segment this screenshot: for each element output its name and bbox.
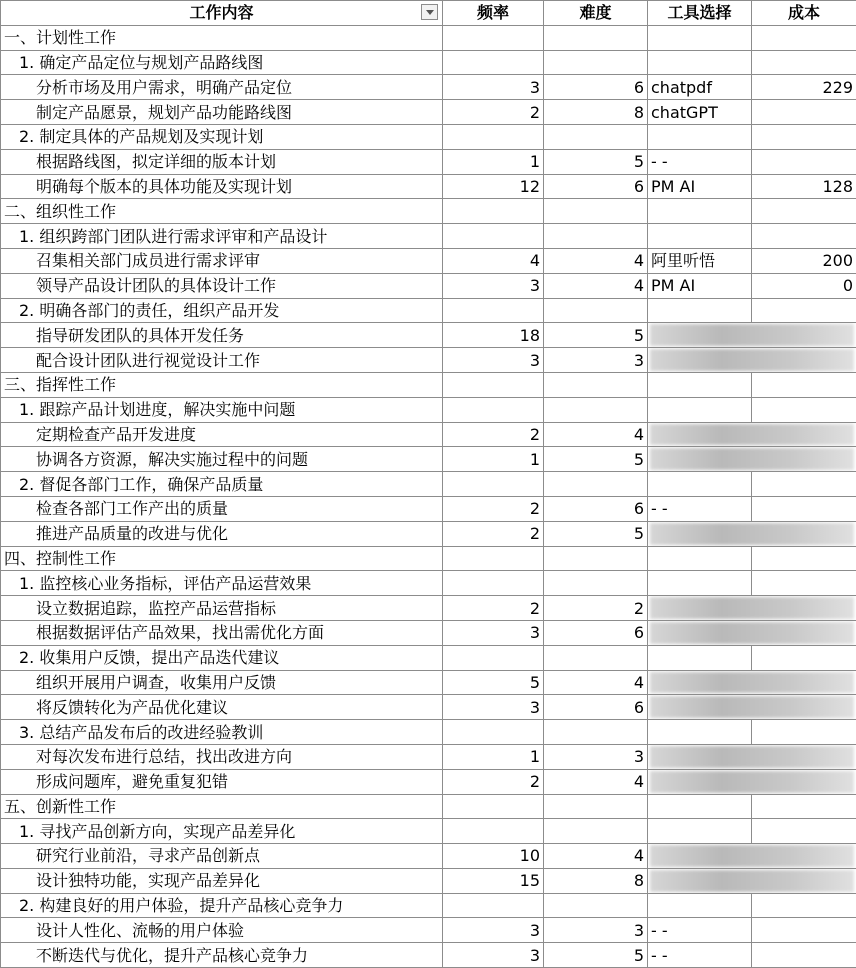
cell-frequency[interactable]: 1	[443, 744, 544, 769]
task-row	[1, 100, 856, 125]
task-row	[1, 323, 856, 348]
cell-frequency[interactable]	[443, 50, 544, 75]
cell-cost[interactable]: 0	[752, 273, 856, 298]
task-row	[1, 248, 856, 273]
cell-content[interactable]: 推进产品质量的改进与优化	[1, 521, 443, 546]
cell-frequency[interactable]: 3	[443, 943, 544, 968]
cell-cost[interactable]	[752, 819, 856, 844]
cell-difficulty[interactable]: 4	[544, 248, 648, 273]
task-row	[1, 348, 856, 373]
subsection-row	[1, 819, 856, 844]
cell-cost[interactable]	[752, 372, 856, 397]
task-row	[1, 521, 856, 546]
cell-frequency[interactable]	[443, 472, 544, 497]
blur-mask	[650, 771, 854, 793]
cell-cost[interactable]	[752, 496, 856, 521]
blur-mask	[650, 696, 854, 718]
cell-cost[interactable]	[752, 149, 856, 174]
task-row	[1, 75, 856, 100]
cell-difficulty[interactable]	[544, 224, 648, 249]
task-row	[1, 744, 856, 769]
cell-frequency[interactable]	[443, 893, 544, 918]
cell-content[interactable]: 召集相关部门成员进行需求评审	[1, 248, 443, 273]
cell-tool[interactable]	[648, 25, 752, 50]
cell-cost[interactable]	[752, 224, 856, 249]
cell-content[interactable]: 配合设计团队进行视觉设计工作	[1, 348, 443, 373]
cell-frequency[interactable]	[443, 25, 544, 50]
blur-mask	[650, 597, 854, 619]
cell-cost[interactable]	[752, 199, 856, 224]
cell-difficulty[interactable]	[544, 472, 648, 497]
cell-difficulty[interactable]: 5	[544, 447, 648, 472]
subsection-row	[1, 571, 856, 596]
cell-cost[interactable]	[752, 397, 856, 422]
cell-frequency[interactable]: 3	[443, 695, 544, 720]
cell-difficulty[interactable]: 6	[544, 174, 648, 199]
cell-frequency[interactable]: 2	[443, 100, 544, 125]
cell-frequency[interactable]: 2	[443, 596, 544, 621]
redacted-tool-cost-cell	[648, 447, 856, 472]
cell-frequency[interactable]	[443, 720, 544, 745]
header-tool[interactable]: 工具选择	[648, 1, 752, 26]
cell-tool[interactable]	[648, 224, 752, 249]
task-row	[1, 695, 856, 720]
cell-difficulty[interactable]	[544, 298, 648, 323]
cell-tool[interactable]: - -	[648, 918, 752, 943]
section-row	[1, 546, 856, 571]
cell-frequency[interactable]	[443, 397, 544, 422]
cell-frequency[interactable]: 3	[443, 348, 544, 373]
cell-frequency[interactable]: 10	[443, 844, 544, 869]
cell-frequency[interactable]: 1	[443, 447, 544, 472]
cell-difficulty[interactable]: 4	[544, 273, 648, 298]
cell-difficulty[interactable]: 6	[544, 695, 648, 720]
cell-cost[interactable]	[752, 546, 856, 571]
cell-difficulty[interactable]: 3	[544, 918, 648, 943]
cell-difficulty[interactable]	[544, 720, 648, 745]
cell-content[interactable]: 指导研发团队的具体开发任务	[1, 323, 443, 348]
cell-content[interactable]: 2. 制定具体的产品规划及实现计划	[1, 124, 443, 149]
cell-content[interactable]: 1. 组织跨部门团队进行需求评审和产品设计	[1, 224, 443, 249]
cell-content[interactable]: 定期检查产品开发进度	[1, 422, 443, 447]
cell-cost[interactable]	[752, 918, 856, 943]
cell-content[interactable]: 根据数据评估产品效果，找出需优化方面	[1, 620, 443, 645]
cell-content[interactable]: 形成问题库，避免重复犯错	[1, 769, 443, 794]
cell-tool[interactable]	[648, 571, 752, 596]
subsection-row	[1, 645, 856, 670]
blur-mask	[650, 349, 854, 371]
cell-tool[interactable]: - -	[648, 496, 752, 521]
cell-content[interactable]: 领导产品设计团队的具体设计工作	[1, 273, 443, 298]
task-row	[1, 273, 856, 298]
cell-difficulty[interactable]: 4	[544, 844, 648, 869]
cell-difficulty[interactable]	[544, 50, 648, 75]
cell-frequency[interactable]	[443, 298, 544, 323]
redacted-tool-cost-cell	[648, 670, 856, 695]
task-row	[1, 596, 856, 621]
cell-cost[interactable]	[752, 893, 856, 918]
cell-cost[interactable]	[752, 720, 856, 745]
task-row	[1, 149, 856, 174]
cell-frequency[interactable]: 2	[443, 422, 544, 447]
header-content-label: 工作内容	[189, 3, 253, 22]
task-row	[1, 496, 856, 521]
cell-difficulty[interactable]	[544, 645, 648, 670]
subsection-row	[1, 224, 856, 249]
cell-tool[interactable]	[648, 472, 752, 497]
section-row	[1, 794, 856, 819]
cell-difficulty[interactable]	[544, 794, 648, 819]
cell-frequency[interactable]: 18	[443, 323, 544, 348]
cell-difficulty[interactable]: 5	[544, 943, 648, 968]
cell-tool[interactable]	[648, 50, 752, 75]
blur-mask	[650, 622, 854, 644]
subsection-row	[1, 893, 856, 918]
section-row	[1, 25, 856, 50]
cell-frequency[interactable]: 15	[443, 868, 544, 893]
section-row	[1, 199, 856, 224]
cell-tool[interactable]	[648, 298, 752, 323]
cell-content[interactable]: 三、指挥性工作	[1, 372, 443, 397]
subsection-row	[1, 50, 856, 75]
header-frequency[interactable]: 频率	[443, 1, 544, 26]
cell-frequency[interactable]	[443, 571, 544, 596]
cell-tool[interactable]: - -	[648, 149, 752, 174]
cell-frequency[interactable]	[443, 372, 544, 397]
cell-tool[interactable]	[648, 124, 752, 149]
cell-tool[interactable]: chatGPT	[648, 100, 752, 125]
cell-difficulty[interactable]	[544, 819, 648, 844]
cell-frequency[interactable]: 4	[443, 248, 544, 273]
redacted-tool-cost-cell	[648, 744, 856, 769]
cell-frequency[interactable]: 2	[443, 769, 544, 794]
redacted-tool-cost-cell	[648, 868, 856, 893]
cell-difficulty[interactable]: 5	[544, 521, 648, 546]
cell-difficulty[interactable]: 6	[544, 620, 648, 645]
section-row	[1, 372, 856, 397]
cell-cost[interactable]	[752, 298, 856, 323]
cell-cost[interactable]	[752, 794, 856, 819]
cell-content[interactable]: 设计人性化、流畅的用户体验	[1, 918, 443, 943]
redacted-tool-cost-cell	[648, 521, 856, 546]
blur-mask	[650, 845, 854, 867]
cell-content[interactable]: 明确每个版本的具体功能及实现计划	[1, 174, 443, 199]
header-row	[1, 1, 856, 26]
cell-tool[interactable]: PM AI	[648, 273, 752, 298]
cell-frequency[interactable]	[443, 124, 544, 149]
cell-cost[interactable]	[752, 943, 856, 968]
cell-frequency[interactable]: 12	[443, 174, 544, 199]
cell-tool[interactable]: chatpdf	[648, 75, 752, 100]
cell-cost[interactable]: 128	[752, 174, 856, 199]
cell-tool[interactable]: - -	[648, 943, 752, 968]
cell-difficulty[interactable]	[544, 546, 648, 571]
cell-tool[interactable]	[648, 819, 752, 844]
task-row	[1, 422, 856, 447]
task-row	[1, 769, 856, 794]
cell-frequency[interactable]: 3	[443, 918, 544, 943]
cell-difficulty[interactable]: 8	[544, 100, 648, 125]
task-row	[1, 174, 856, 199]
cell-frequency[interactable]: 2	[443, 521, 544, 546]
redacted-tool-cost-cell	[648, 596, 856, 621]
cell-frequency[interactable]	[443, 224, 544, 249]
cell-difficulty[interactable]	[544, 397, 648, 422]
cell-difficulty[interactable]: 3	[544, 348, 648, 373]
cell-difficulty[interactable]	[544, 571, 648, 596]
redacted-tool-cost-cell	[648, 844, 856, 869]
cell-content[interactable]: 对每次发布进行总结，找出改进方向	[1, 744, 443, 769]
cell-content[interactable]: 3. 总结产品发布后的改进经验教训	[1, 720, 443, 745]
cell-tool[interactable]	[648, 893, 752, 918]
cell-content[interactable]: 不断迭代与优化，提升产品核心竞争力	[1, 943, 443, 968]
blur-mask	[650, 424, 854, 446]
cell-difficulty[interactable]	[544, 372, 648, 397]
cell-difficulty[interactable]: 6	[544, 75, 648, 100]
cell-frequency[interactable]: 3	[443, 620, 544, 645]
task-row	[1, 670, 856, 695]
cell-tool[interactable]: PM AI	[648, 174, 752, 199]
task-row	[1, 943, 856, 968]
cell-content[interactable]: 将反馈转化为产品优化建议	[1, 695, 443, 720]
cell-frequency[interactable]	[443, 645, 544, 670]
cell-frequency[interactable]	[443, 199, 544, 224]
subsection-row	[1, 397, 856, 422]
cell-content[interactable]: 2. 督促各部门工作，确保产品质量	[1, 472, 443, 497]
cell-difficulty[interactable]: 5	[544, 149, 648, 174]
cell-cost[interactable]	[752, 472, 856, 497]
cell-frequency[interactable]: 2	[443, 496, 544, 521]
cell-difficulty[interactable]	[544, 124, 648, 149]
cell-content[interactable]: 协调各方资源，解决实施过程中的问题	[1, 447, 443, 472]
redacted-tool-cost-cell	[648, 422, 856, 447]
subsection-row	[1, 720, 856, 745]
cell-difficulty[interactable]: 4	[544, 769, 648, 794]
cell-content[interactable]: 1. 确定产品定位与规划产品路线图	[1, 50, 443, 75]
cell-difficulty[interactable]: 2	[544, 596, 648, 621]
cell-tool[interactable]	[648, 546, 752, 571]
cell-content[interactable]: 1. 跟踪产品计划进度，解决实施中问题	[1, 397, 443, 422]
blur-mask	[650, 523, 854, 545]
blur-mask	[650, 448, 854, 470]
cell-frequency[interactable]: 1	[443, 149, 544, 174]
cell-frequency[interactable]: 3	[443, 75, 544, 100]
cell-difficulty[interactable]: 4	[544, 670, 648, 695]
cell-content[interactable]: 设计独特功能，实现产品差异化	[1, 868, 443, 893]
cell-tool[interactable]: 阿里听悟	[648, 248, 752, 273]
cell-content[interactable]: 检查各部门工作产出的质量	[1, 496, 443, 521]
redacted-tool-cost-cell	[648, 695, 856, 720]
cell-frequency[interactable]	[443, 794, 544, 819]
cell-difficulty[interactable]: 8	[544, 868, 648, 893]
cell-content[interactable]: 一、计划性工作	[1, 25, 443, 50]
cell-content[interactable]: 分析市场及用户需求，明确产品定位	[1, 75, 443, 100]
cell-content[interactable]: 组织开展用户调查，收集用户反馈	[1, 670, 443, 695]
task-row	[1, 620, 856, 645]
redacted-tool-cost-cell	[648, 769, 856, 794]
blur-mask	[650, 870, 854, 892]
cell-tool[interactable]	[648, 794, 752, 819]
cell-content[interactable]: 2. 收集用户反馈，提出产品迭代建议	[1, 645, 443, 670]
cell-tool[interactable]	[648, 372, 752, 397]
cell-cost[interactable]: 229	[752, 75, 856, 100]
cell-cost[interactable]	[752, 100, 856, 125]
cell-difficulty[interactable]: 6	[544, 496, 648, 521]
cell-cost[interactable]	[752, 571, 856, 596]
blur-mask	[650, 672, 854, 694]
blur-mask	[650, 746, 854, 768]
subsection-row	[1, 124, 856, 149]
redacted-tool-cost-cell	[648, 620, 856, 645]
cell-content[interactable]: 研究行业前沿，寻求产品创新点	[1, 844, 443, 869]
cell-tool[interactable]	[648, 397, 752, 422]
task-row	[1, 868, 856, 893]
header-difficulty[interactable]: 难度	[544, 1, 648, 26]
cell-difficulty[interactable]	[544, 893, 648, 918]
redacted-tool-cost-cell	[648, 323, 856, 348]
filter-dropdown-icon[interactable]	[421, 4, 438, 20]
cell-content[interactable]: 四、控制性工作	[1, 546, 443, 571]
cell-content[interactable]: 设立数据追踪，监控产品运营指标	[1, 596, 443, 621]
cell-content[interactable]: 1. 寻找产品创新方向，实现产品差异化	[1, 819, 443, 844]
cell-frequency[interactable]	[443, 546, 544, 571]
subsection-row	[1, 298, 856, 323]
cell-frequency[interactable]: 5	[443, 670, 544, 695]
cell-cost[interactable]	[752, 124, 856, 149]
cell-tool[interactable]	[648, 645, 752, 670]
task-row	[1, 447, 856, 472]
task-row	[1, 844, 856, 869]
cell-difficulty[interactable]: 5	[544, 323, 648, 348]
cell-cost[interactable]: 200	[752, 248, 856, 273]
cell-content[interactable]: 制定产品愿景，规划产品功能路线图	[1, 100, 443, 125]
cell-difficulty[interactable]: 4	[544, 422, 648, 447]
header-content[interactable]	[1, 1, 443, 26]
cell-cost[interactable]	[752, 645, 856, 670]
cell-frequency[interactable]	[443, 819, 544, 844]
cell-content[interactable]: 根据路线图，拟定详细的版本计划	[1, 149, 443, 174]
cell-difficulty[interactable]	[544, 25, 648, 50]
redacted-tool-cost-cell	[648, 348, 856, 373]
subsection-row	[1, 472, 856, 497]
cell-content[interactable]: 2. 明确各部门的责任，组织产品开发	[1, 298, 443, 323]
cell-content[interactable]: 二、组织性工作	[1, 199, 443, 224]
cell-tool[interactable]	[648, 199, 752, 224]
cell-frequency[interactable]: 3	[443, 273, 544, 298]
cell-content[interactable]: 2. 构建良好的用户体验，提升产品核心竞争力	[1, 893, 443, 918]
cell-tool[interactable]	[648, 720, 752, 745]
cell-difficulty[interactable]: 3	[544, 744, 648, 769]
cell-content[interactable]: 五、创新性工作	[1, 794, 443, 819]
cell-cost[interactable]	[752, 25, 856, 50]
header-cost[interactable]: 成本	[752, 1, 856, 26]
cell-content[interactable]: 1. 监控核心业务指标，评估产品运营效果	[1, 571, 443, 596]
task-row	[1, 918, 856, 943]
cell-difficulty[interactable]	[544, 199, 648, 224]
blur-mask	[650, 324, 854, 346]
cell-cost[interactable]	[752, 50, 856, 75]
